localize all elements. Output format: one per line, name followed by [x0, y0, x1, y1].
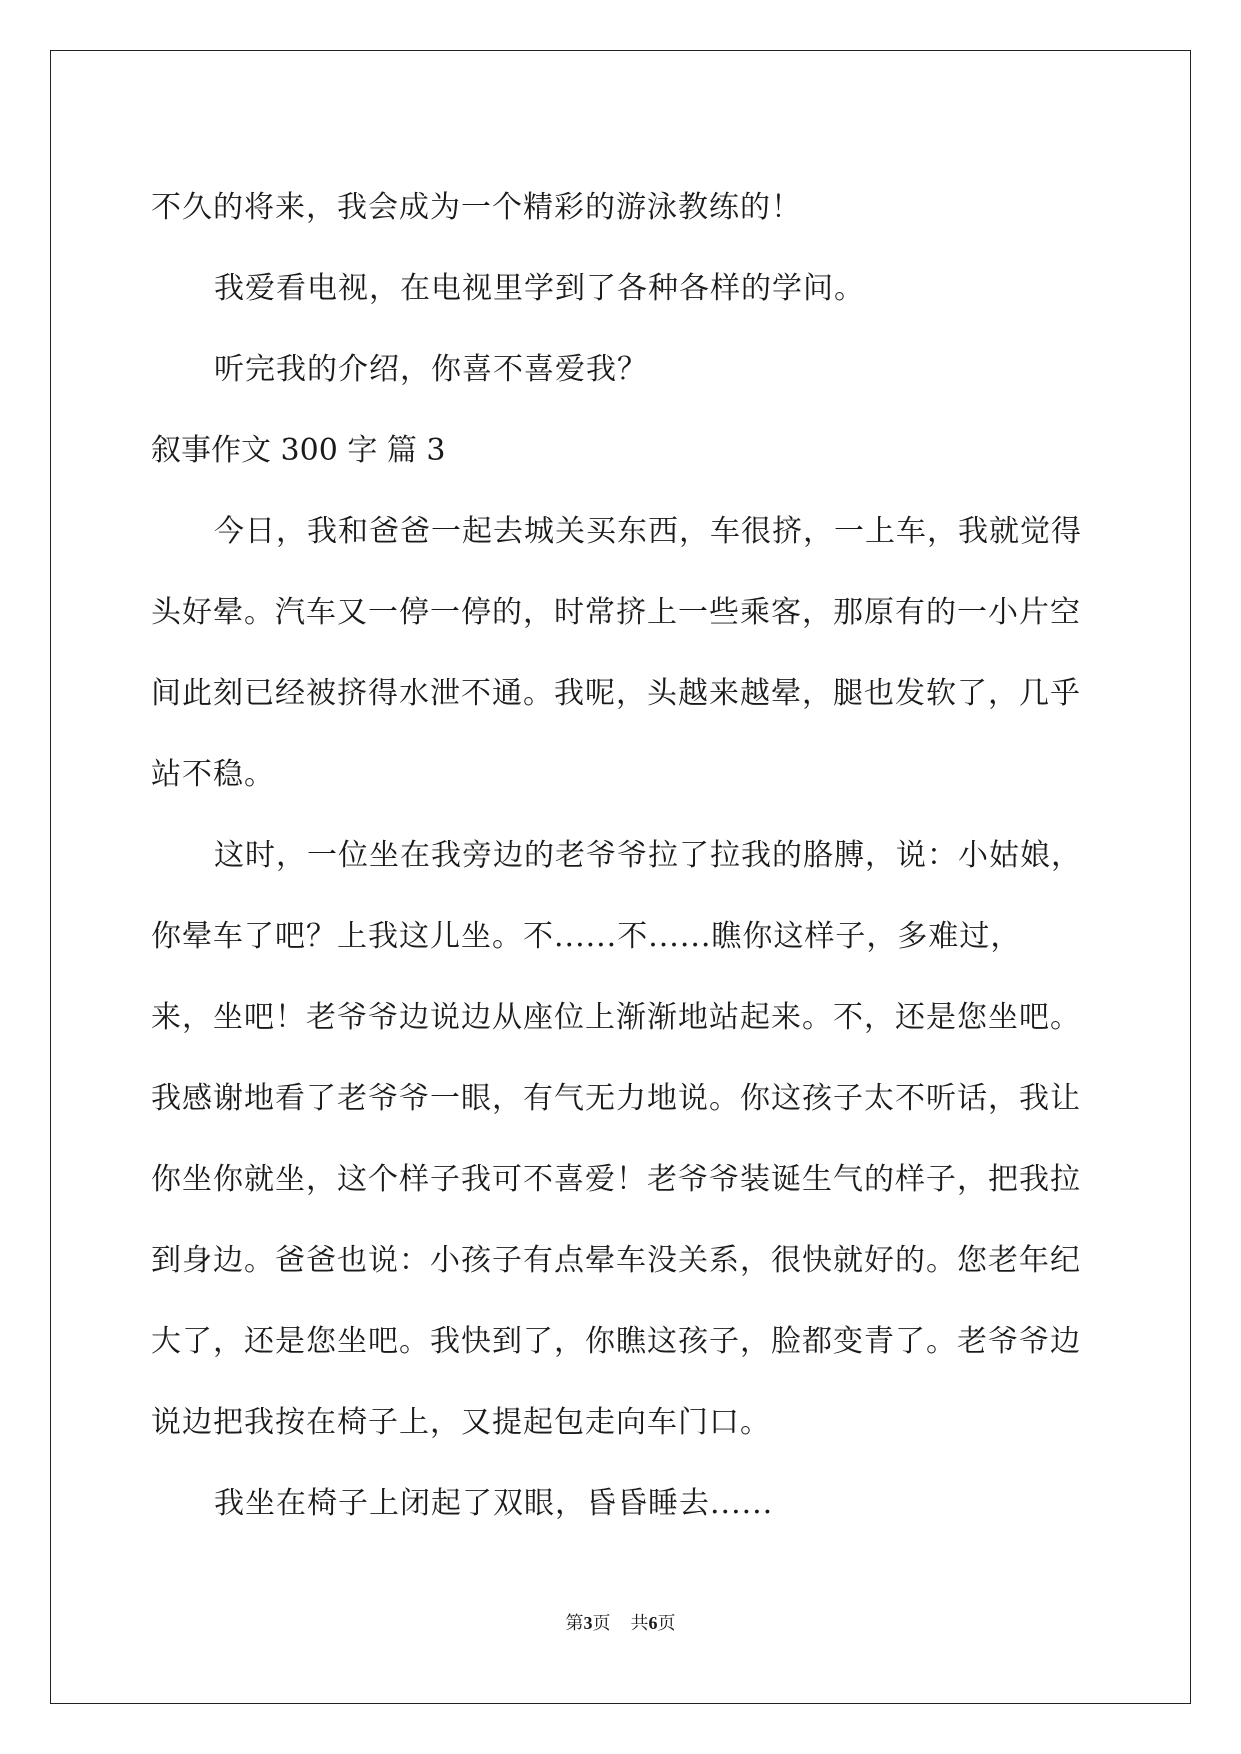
document-body: [151, 167, 1091, 1544]
page-footer: [0, 1610, 1241, 1637]
text-line: 来，坐吧！老爷爷边说边从座位上渐渐地站起来。不，还是您坐吧。: [151, 1000, 1081, 1035]
text-line: 你晕车了吧？上我这儿坐。不......不......瞧你这样子，多难过，: [151, 919, 1022, 954]
page-total-suffix: 页: [657, 1613, 676, 1634]
text-line: 我感谢地看了老爷爷一眼，有气无力地说。你这孩子太不听话，我让: [151, 1081, 1081, 1116]
text-line: 听完我的介绍，你喜不喜爱我？: [214, 352, 648, 387]
page-number-suffix: 页: [592, 1613, 611, 1634]
text-line: 我爱看电视，在电视里学到了各种各样的学问。: [214, 271, 865, 306]
text-line: 到身边。爸爸也说：小孩子有点晕车没关系，很快就好的。您老年纪: [151, 1243, 1081, 1278]
text-line: 我坐在椅子上闭起了双眼，昏昏睡去......: [214, 1486, 774, 1521]
text-line: 这时，一位坐在我旁边的老爷爷拉了拉我的胳膊，说：小姑娘，: [214, 838, 1082, 873]
page-number-total: 6: [648, 1613, 658, 1633]
page-total-prefix: 共: [630, 1613, 649, 1634]
text-line: 头好晕。汽车又一停一停的，时常挤上一些乘客，那原有的一小片空: [151, 595, 1081, 630]
text-line: 你坐你就坐，这个样子我可不喜爱！老爷爷装诞生气的样子，把我拉: [151, 1162, 1081, 1197]
page-number-current: 3: [583, 1613, 593, 1633]
section-heading: 叙事作文 300 字 篇 3: [151, 433, 446, 468]
text-line: 今日，我和爸爸一起去城关买东西，车很挤，一上车，我就觉得: [214, 514, 1082, 549]
text-line: 间此刻已经被挤得水泄不通。我呢，头越来越晕，腿也发软了，几乎: [151, 676, 1081, 711]
text-line: 说边把我按在椅子上，又提起包走向车门口。: [151, 1405, 771, 1440]
page-number-prefix: 第: [565, 1613, 584, 1634]
text-line: 不久的将来，我会成为一个精彩的游泳教练的！: [151, 190, 802, 225]
text-line: 站不稳。: [151, 757, 275, 792]
text-line: 大了，还是您坐吧。我快到了，你瞧这孩子，脸都变青了。老爷爷边: [151, 1324, 1081, 1359]
